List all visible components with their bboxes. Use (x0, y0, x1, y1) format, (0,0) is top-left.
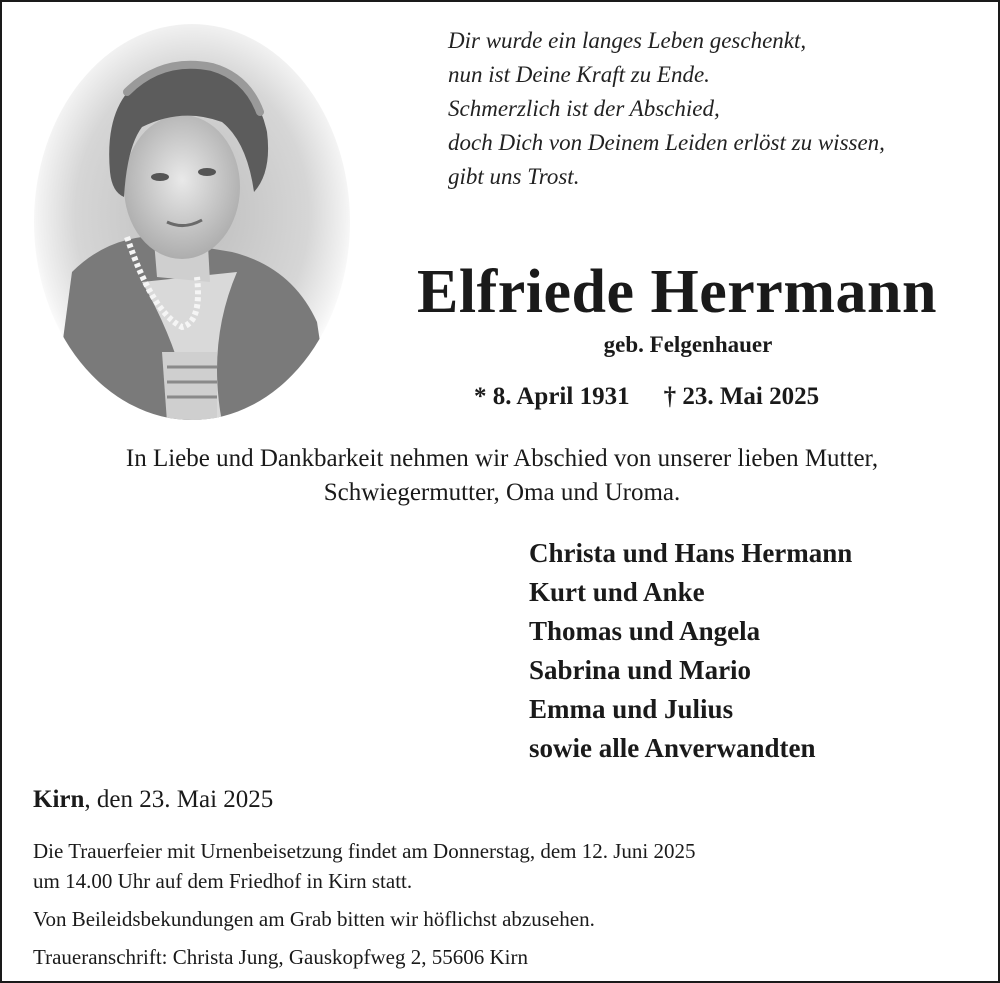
condolence-note: Von Beileidsbekundungen am Grab bitten wir höflichst abzusehen. (33, 907, 595, 931)
poem-line: nun ist Deine Kraft zu Ende. (448, 62, 710, 87)
ceremony-line: um 14.00 Uhr auf dem Friedhof in Kirn statt. (33, 869, 413, 893)
mourner-entry: Sabrina und Mario (529, 655, 752, 685)
mourning-address: Traueranschrift: Christa Jung, Gauskopfweg 2, 55606 Kirn (33, 945, 528, 969)
poem-line: doch Dich von Deinem Leiden erlöst zu wissen, (448, 130, 885, 155)
poem-line: Schmerzlich ist der Abschied, (448, 96, 720, 121)
memorial-poem (448, 24, 885, 194)
mourners-list (529, 534, 852, 768)
poem-line: gibt uns Trost. (448, 164, 580, 189)
place-date (33, 783, 273, 817)
ceremony-info (33, 836, 696, 896)
farewell-line: In Liebe und Dankbarkeit nehmen wir Abschied von unserer lieben Mutter, (125, 445, 879, 472)
place-name: Kirn (33, 786, 85, 813)
ceremony-line: Die Trauerfeier mit Urnenbeisetzung findet am Donnerstag, dem 12. Juni 2025 (33, 839, 696, 863)
poem-line: Dir wurde ein langes Leben geschenkt, (448, 28, 807, 53)
birth-date: * 8. April 1931 (474, 383, 630, 410)
mourner-entry: Christa und Hans Hermann (529, 538, 853, 568)
mourner-entry: sowie alle Anverwandten (529, 733, 816, 763)
birth-name: geb. Felgenhauer (603, 332, 773, 357)
mourner-entry: Kurt und Anke (529, 577, 705, 607)
deceased-name: Elfriede Herrmann (417, 258, 937, 326)
notice-date: , den 23. Mai 2025 (84, 786, 274, 813)
life-dates (474, 380, 819, 414)
portrait-photo (32, 22, 352, 422)
mourner-entry: Emma und Julius (529, 694, 734, 724)
death-date: † 23. Mai 2025 (663, 383, 820, 410)
funeral-notes (33, 836, 696, 972)
mourner-entry: Thomas und Angela (529, 616, 761, 646)
farewell-text (12, 442, 992, 510)
farewell-line: Schwiegermutter, Oma und Uroma. (323, 479, 681, 506)
